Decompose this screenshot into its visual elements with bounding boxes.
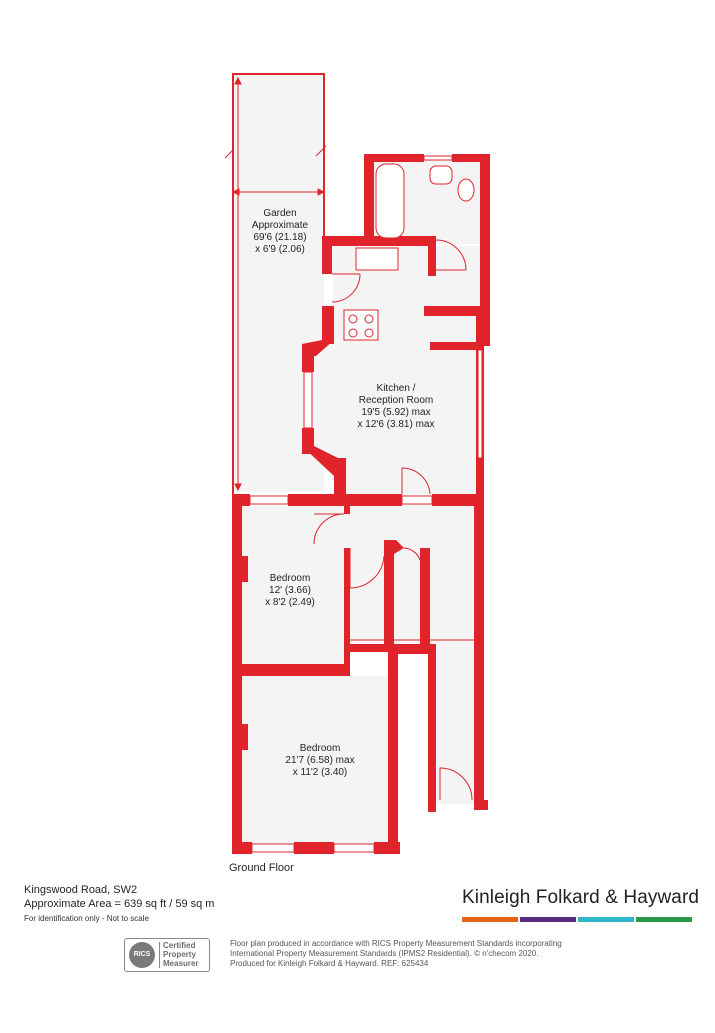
bedroom1-name: Bedroom [269,573,311,584]
window-kitchen-right [478,350,482,458]
brand-bar-orange [462,917,518,922]
floor-label: Ground Floor [229,862,294,874]
garden-label [240,208,320,256]
kitchen-line3: x 12'6 (3.81) max [357,419,435,430]
window-bathroom [424,156,452,160]
garden-line3: x 6'9 (2.06) [255,244,305,255]
hall-floor [345,500,473,650]
rics-badge [124,938,210,972]
bath-fixture [376,164,404,238]
legal-text [230,939,562,969]
rics-logo-text: RICS [133,951,151,958]
kitchen-line1: Reception Room [358,395,434,406]
rics-cert-line2: Property [163,950,196,959]
brand-bar-purple [520,917,576,922]
legal-line2: International Property Measurement Standards (IPMS2 Residential). © n'checom 2020. [230,949,539,958]
bedroom2-name: Bedroom [299,743,341,754]
rics-cert-line3: Measurer [163,959,199,968]
legal-line3: Produced for Kinleigh Folkard & Hayward. REF: 625434 [230,959,429,968]
kitchen-floor [316,246,484,494]
bedroom1-line2: x 8'2 (2.49) [265,597,315,608]
bedroom2-line1: 21'7 (6.58) max [285,755,355,766]
basin-fixture [430,166,452,184]
sink-fixture [356,248,398,270]
property-area: Approximate Area = 639 sq ft / 59 sq m [24,898,215,910]
kitchen-line2: 19'5 (5.92) max [361,407,431,418]
bedroom2-label [280,743,360,779]
rics-cert-line1: Certified [163,941,196,950]
bedroom1-line1: 12' (3.66) [269,585,311,596]
window-bedroom2-b [334,844,374,852]
garden-name: Garden [263,208,297,219]
rics-cert-text [163,941,199,968]
window-bedroom2-a [252,844,294,852]
brand-bar-cyan [578,917,634,922]
window-hall-top [402,496,432,504]
hob-fixture [344,310,378,340]
floor-fills [233,74,484,846]
window-kitchen-left [304,372,312,428]
garden-line1: Approximate [251,220,309,231]
toilet-fixture [458,179,474,201]
kitchen-label [346,383,446,431]
rics-divider [159,942,160,968]
kitchen-name: Kitchen / [376,383,416,394]
scale-disclaimer: For identification only - Not to scale [24,914,149,923]
garden-line2: 69'6 (21.18) [253,232,307,243]
bedroom2-line2: x 11'2 (3.40) [292,767,348,778]
bedroom1-label [255,573,325,609]
brand-name: Kinleigh Folkard & Hayward [462,887,700,908]
property-address: Kingswood Road, SW2 [24,884,138,896]
legal-line1: Floor plan produced in accordance with RICS Property Measurement Standards incorporating [230,939,562,948]
window-bedroom1 [250,496,288,504]
brand-bar-green [636,917,692,922]
